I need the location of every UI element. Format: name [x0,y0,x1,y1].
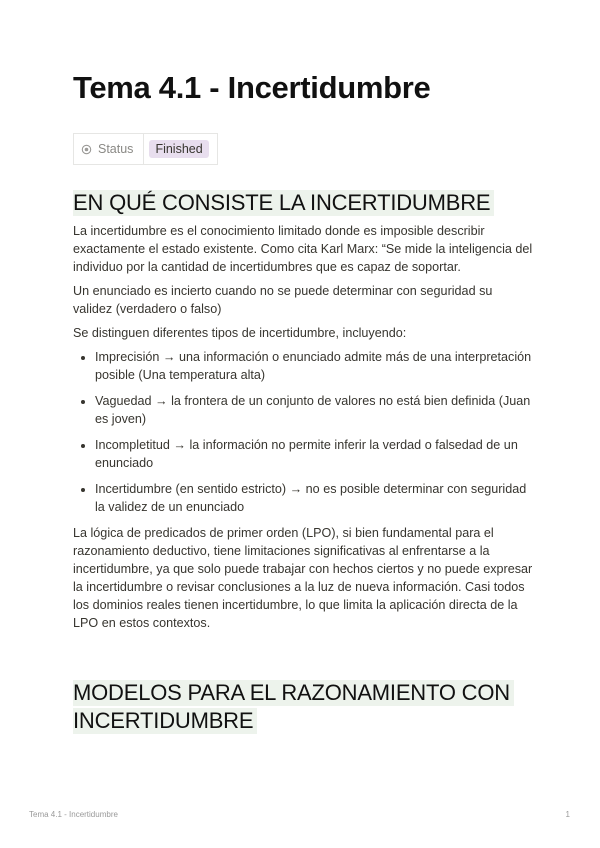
paragraph: La lógica de predicados de primer orden (LPO), si bien fundamental para el razonamiento deductivo, tiene limitaciones significativas al enfrentarse a la incertidumbre, ya que solo puede trabajar con hechos ciertos y no puede expresar la incertidumbre o revisar conclusiones a la luz de nueva información. Casi todos los dominios reales tienen incertidumbre, lo que limita la aplicación directa de la LPO en estos contextos. [73,526,533,630]
footer-title: Tema 4.1 - Incertidumbre [29,810,118,819]
paragraph: La incertidumbre es el conocimiento limitado donde es imposible describir exactamente el estado existente. Como cita Karl Marx: “Se mide la inteligencia del individuo por la cantidad de incertidumbres que es capaz de soportar. [73,224,533,274]
property-value[interactable] [144,134,216,164]
property-row-status[interactable] [73,133,218,165]
section-heading-1 [73,189,494,217]
list-item: • Incompletitud → la información no permite inferir la verdad o falsedad de un enunciado [95,436,533,472]
paragraph: Se distinguen diferentes tipos de incertidumbre, incluyendo: [73,326,407,340]
page-title: Tema 4.1 - Incertidumbre [73,70,431,105]
paragraph: Un enunciado es incierto cuando no se puede determinar con seguridad su validez (verdadero o falso) [73,284,493,316]
list-item: • Imprecisión → una información o enunciado admite más de una interpretación posible (Una temperatura alta) [95,348,533,384]
section-heading-2 [73,679,543,735]
list-item: • Vaguedad → la frontera de un conjunto de valores no está bien definida (Juan es joven) [95,392,533,428]
footer-page-number: 1 [565,810,570,819]
property-key [74,134,144,164]
section-heading-2-text: MODELOS PARA EL RAZONAMIENTO CON INCERTIDUMBRE [73,680,514,734]
section-1-body [73,222,533,638]
status-badge: Finished [149,140,208,158]
section-heading-1-text: EN QUÉ CONSISTE LA INCERTIDUMBRE [73,190,494,216]
property-label: Status [98,142,134,156]
status-circle-icon [81,144,92,155]
list-item: • Incertidumbre (en sentido estricto) → no es posible determinar con seguridad la validez de un enunciado [95,480,533,516]
bullet-list [73,348,533,516]
